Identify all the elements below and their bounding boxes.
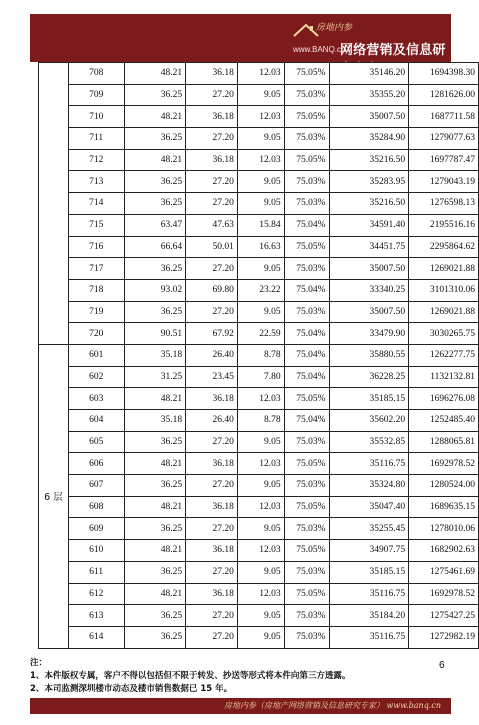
unit-number-cell: 717 — [68, 258, 124, 280]
table-cell: 9.05 — [237, 431, 284, 453]
table-cell: 1687711.58 — [409, 106, 479, 128]
table-cell: 47.63 — [186, 214, 238, 236]
unit-number-cell: 720 — [68, 323, 124, 345]
table-cell: 36.25 — [124, 518, 186, 540]
table-cell: 9.05 — [237, 518, 284, 540]
table-cell: 31.25 — [124, 366, 186, 388]
table-cell: 36.18 — [186, 540, 238, 562]
table-row — [39, 236, 479, 258]
table-cell: 48.21 — [124, 583, 186, 605]
table-row — [39, 214, 479, 236]
table-cell: 27.20 — [186, 626, 238, 648]
floor-cell-upper — [39, 63, 69, 345]
table-cell: 75.05% — [284, 236, 329, 258]
table-cell: 75.05% — [284, 149, 329, 171]
table-cell: 36.18 — [186, 496, 238, 518]
table-cell: 27.20 — [186, 193, 238, 215]
table-cell: 75.03% — [284, 475, 329, 497]
unit-number-cell: 609 — [68, 518, 124, 540]
table-cell: 1262277.75 — [409, 344, 479, 366]
table-cell: 33340.25 — [329, 279, 409, 301]
table-cell: 9.05 — [237, 301, 284, 323]
table-cell: 27.20 — [186, 561, 238, 583]
unit-number-cell: 610 — [68, 540, 124, 562]
table-cell: 3030265.75 — [409, 323, 479, 345]
table-cell: 35116.75 — [329, 626, 409, 648]
table-row — [39, 388, 479, 410]
table-cell: 75.03% — [284, 128, 329, 150]
table-cell: 35007.50 — [329, 106, 409, 128]
table-row — [39, 63, 479, 85]
table-cell: 69.80 — [186, 279, 238, 301]
unit-number-cell: 719 — [68, 301, 124, 323]
table-cell: 9.05 — [237, 193, 284, 215]
table-cell: 75.04% — [284, 344, 329, 366]
table-cell: 12.03 — [237, 583, 284, 605]
table-cell: 12.03 — [237, 63, 284, 85]
table-cell: 27.20 — [186, 128, 238, 150]
table-cell: 9.05 — [237, 626, 284, 648]
table-cell: 23.22 — [237, 279, 284, 301]
table-row — [39, 410, 479, 432]
table-cell: 1692978.52 — [409, 453, 479, 475]
table-cell: 35184.20 — [329, 605, 409, 627]
table-cell: 34451.75 — [329, 236, 409, 258]
table-cell: 36.18 — [186, 149, 238, 171]
price-table — [38, 62, 479, 649]
notes — [30, 657, 428, 696]
table-cell: 75.03% — [284, 301, 329, 323]
table-cell: 23.45 — [186, 366, 238, 388]
table-cell: 75.03% — [284, 561, 329, 583]
table-cell: 27.20 — [186, 475, 238, 497]
table-cell: 12.03 — [237, 496, 284, 518]
header-slogan: 网络营销及信息研究专家 — [340, 43, 446, 77]
table-cell: 36.25 — [124, 475, 186, 497]
table-row — [39, 496, 479, 518]
table-cell: 36228.25 — [329, 366, 409, 388]
table-cell: 35216.50 — [329, 193, 409, 215]
table-row — [39, 128, 479, 150]
table-cell: 36.25 — [124, 605, 186, 627]
table-cell: 36.25 — [124, 193, 186, 215]
table-row — [39, 344, 479, 366]
table-cell: 1694398.30 — [409, 63, 479, 85]
table-cell: 35216.50 — [329, 149, 409, 171]
table-cell: 75.03% — [284, 193, 329, 215]
table-cell: 1269021.88 — [409, 301, 479, 323]
table-row — [39, 605, 479, 627]
table-cell: 1132132.81 — [409, 366, 479, 388]
table-cell: 63.47 — [124, 214, 186, 236]
table-cell: 16.63 — [237, 236, 284, 258]
table-cell: 75.03% — [284, 84, 329, 106]
table-cell: 67.92 — [186, 323, 238, 345]
unit-number-cell: 718 — [68, 279, 124, 301]
table-cell: 9.05 — [237, 605, 284, 627]
table-row — [39, 366, 479, 388]
table-row — [39, 431, 479, 453]
table-cell: 36.25 — [124, 128, 186, 150]
footer-text: 房地内参（房地产网络营销及信息研究专家） www.banq.cn — [223, 701, 441, 710]
table-cell: 36.25 — [124, 171, 186, 193]
table-cell: 36.18 — [186, 106, 238, 128]
table-cell: 1278010.06 — [409, 518, 479, 540]
unit-number-cell: 607 — [68, 475, 124, 497]
table-cell: 75.05% — [284, 583, 329, 605]
unit-number-cell: 708 — [68, 63, 124, 85]
table-cell: 36.25 — [124, 626, 186, 648]
table-cell: 27.20 — [186, 84, 238, 106]
table-cell: 36.18 — [186, 388, 238, 410]
unit-number-cell: 605 — [68, 431, 124, 453]
unit-number-cell: 713 — [68, 171, 124, 193]
floor-label-cell: 6 层 — [39, 344, 69, 648]
table-cell: 1275427.25 — [409, 605, 479, 627]
unit-number-cell: 716 — [68, 236, 124, 258]
table-cell: 2295864.62 — [409, 236, 479, 258]
table-cell: 1279077.63 — [409, 128, 479, 150]
table-cell: 8.78 — [237, 344, 284, 366]
table-cell: 1279043.19 — [409, 171, 479, 193]
table-cell: 34907.75 — [329, 540, 409, 562]
table-cell: 35283.95 — [329, 171, 409, 193]
unit-number-cell: 710 — [68, 106, 124, 128]
table-cell: 7.80 — [237, 366, 284, 388]
table-cell: 35324.80 — [329, 475, 409, 497]
unit-number-cell: 604 — [68, 410, 124, 432]
table-cell: 9.05 — [237, 561, 284, 583]
table-cell: 75.05% — [284, 496, 329, 518]
table-row — [39, 583, 479, 605]
table-cell: 27.20 — [186, 301, 238, 323]
table-cell: 48.21 — [124, 496, 186, 518]
table-cell: 12.03 — [237, 453, 284, 475]
table-cell: 27.20 — [186, 605, 238, 627]
table-cell: 1252485.40 — [409, 410, 479, 432]
table-cell: 27.20 — [186, 518, 238, 540]
unit-number-cell: 709 — [68, 84, 124, 106]
table-cell: 35007.50 — [329, 258, 409, 280]
table-cell: 9.05 — [237, 258, 284, 280]
table-row — [39, 171, 479, 193]
table-cell: 48.21 — [124, 453, 186, 475]
table-cell: 1696276.08 — [409, 388, 479, 410]
table-cell: 27.20 — [186, 171, 238, 193]
table-row — [39, 106, 479, 128]
table-row — [39, 279, 479, 301]
page-number: 6 — [439, 660, 445, 671]
table-cell: 22.59 — [237, 323, 284, 345]
table-cell: 12.03 — [237, 540, 284, 562]
table-cell: 35532.85 — [329, 431, 409, 453]
unit-number-cell: 611 — [68, 561, 124, 583]
table-cell: 35880.55 — [329, 344, 409, 366]
table-row — [39, 84, 479, 106]
table-cell: 8.78 — [237, 410, 284, 432]
table-cell: 1288065.81 — [409, 431, 479, 453]
table-cell: 48.21 — [124, 149, 186, 171]
table-row — [39, 258, 479, 280]
table-cell: 75.05% — [284, 540, 329, 562]
table-cell: 75.03% — [284, 518, 329, 540]
table-cell: 35.18 — [124, 410, 186, 432]
table-cell: 75.04% — [284, 214, 329, 236]
table-cell: 35047.40 — [329, 496, 409, 518]
table-cell: 75.04% — [284, 323, 329, 345]
table-cell: 26.40 — [186, 344, 238, 366]
unit-number-cell: 613 — [68, 605, 124, 627]
table-cell: 9.05 — [237, 128, 284, 150]
table-cell: 48.21 — [124, 106, 186, 128]
brand-name: 房地内参 — [316, 23, 353, 33]
unit-number-cell: 715 — [68, 214, 124, 236]
table-cell: 35146.20 — [329, 63, 409, 85]
unit-number-cell: 714 — [68, 193, 124, 215]
table-cell: 27.20 — [186, 258, 238, 280]
table-cell: 36.18 — [186, 63, 238, 85]
table-cell: 36.18 — [186, 453, 238, 475]
table-cell: 1692978.52 — [409, 583, 479, 605]
table-row — [39, 540, 479, 562]
table-cell: 1280524.00 — [409, 475, 479, 497]
table-cell: 35602.20 — [329, 410, 409, 432]
unit-number-cell: 601 — [68, 344, 124, 366]
table-cell: 1697787.47 — [409, 149, 479, 171]
table-cell: 9.05 — [237, 475, 284, 497]
table-cell: 75.03% — [284, 605, 329, 627]
table-row — [39, 193, 479, 215]
table-cell: 75.05% — [284, 388, 329, 410]
notes-line-1: 1、本件版权专属，客户不得以包括但不限于转发、抄送等形式将本件向第三方透露。 — [30, 671, 351, 681]
table-cell: 2195516.16 — [409, 214, 479, 236]
unit-number-cell: 712 — [68, 149, 124, 171]
table-row — [39, 323, 479, 345]
table-cell: 1272982.19 — [409, 626, 479, 648]
table-cell: 35007.50 — [329, 301, 409, 323]
table-cell: 75.05% — [284, 453, 329, 475]
table-cell: 48.21 — [124, 63, 186, 85]
table-cell: 1275461.69 — [409, 561, 479, 583]
table-row — [39, 626, 479, 648]
unit-number-cell: 614 — [68, 626, 124, 648]
table-cell: 15.84 — [237, 214, 284, 236]
unit-number-cell: 603 — [68, 388, 124, 410]
table-cell: 26.40 — [186, 410, 238, 432]
table-cell: 12.03 — [237, 149, 284, 171]
table-cell: 35355.20 — [329, 84, 409, 106]
table-cell: 1276598.13 — [409, 193, 479, 215]
table-cell: 36.25 — [124, 84, 186, 106]
table-cell: 1682902.63 — [409, 540, 479, 562]
table-cell: 93.02 — [124, 279, 186, 301]
unit-number-cell: 602 — [68, 366, 124, 388]
table-cell: 48.21 — [124, 388, 186, 410]
notes-line-2: 2、本司监测深圳楼市动态及楼市销售数据已 15 年。 — [30, 684, 233, 694]
table-cell: 75.03% — [284, 171, 329, 193]
unit-number-cell: 606 — [68, 453, 124, 475]
footer-banner — [30, 698, 451, 714]
table-cell: 75.03% — [284, 626, 329, 648]
table-cell: 1281626.00 — [409, 84, 479, 106]
table-cell: 36.25 — [124, 258, 186, 280]
table-cell: 35185.15 — [329, 561, 409, 583]
table-cell: 75.05% — [284, 106, 329, 128]
table-cell: 36.25 — [124, 301, 186, 323]
table-cell: 90.51 — [124, 323, 186, 345]
table-cell: 12.03 — [237, 106, 284, 128]
site-url[interactable]: www.BANQ.cn — [293, 45, 346, 54]
table-cell: 3101310.06 — [409, 279, 479, 301]
table-cell: 34591.40 — [329, 214, 409, 236]
table-cell: 75.04% — [284, 410, 329, 432]
table-row — [39, 453, 479, 475]
unit-number-cell: 608 — [68, 496, 124, 518]
table-row — [39, 475, 479, 497]
table-cell: 35.18 — [124, 344, 186, 366]
table-cell: 75.05% — [284, 63, 329, 85]
table-cell: 75.04% — [284, 366, 329, 388]
table-cell: 36.25 — [124, 431, 186, 453]
table-row — [39, 301, 479, 323]
table-cell: 35185.15 — [329, 388, 409, 410]
table-cell: 35116.75 — [329, 453, 409, 475]
table-cell: 66.64 — [124, 236, 186, 258]
unit-number-cell: 711 — [68, 128, 124, 150]
table-cell: 75.03% — [284, 258, 329, 280]
table-cell: 1689635.15 — [409, 496, 479, 518]
table-cell: 75.03% — [284, 431, 329, 453]
table-cell: 36.25 — [124, 561, 186, 583]
table-cell: 50.01 — [186, 236, 238, 258]
table-cell: 1269021.88 — [409, 258, 479, 280]
table-cell: 9.05 — [237, 84, 284, 106]
table-cell: 12.03 — [237, 388, 284, 410]
table-cell: 33479.90 — [329, 323, 409, 345]
unit-number-cell: 612 — [68, 583, 124, 605]
table-cell: 27.20 — [186, 431, 238, 453]
table-row — [39, 149, 479, 171]
table-cell: 48.21 — [124, 540, 186, 562]
table-cell: 35284.90 — [329, 128, 409, 150]
table-cell: 75.04% — [284, 279, 329, 301]
table-cell: 36.18 — [186, 583, 238, 605]
notes-title: 注： — [30, 658, 48, 668]
table-row — [39, 518, 479, 540]
table-cell: 9.05 — [237, 171, 284, 193]
table-row — [39, 561, 479, 583]
table-cell: 35255.45 — [329, 518, 409, 540]
table-cell: 35116.75 — [329, 583, 409, 605]
